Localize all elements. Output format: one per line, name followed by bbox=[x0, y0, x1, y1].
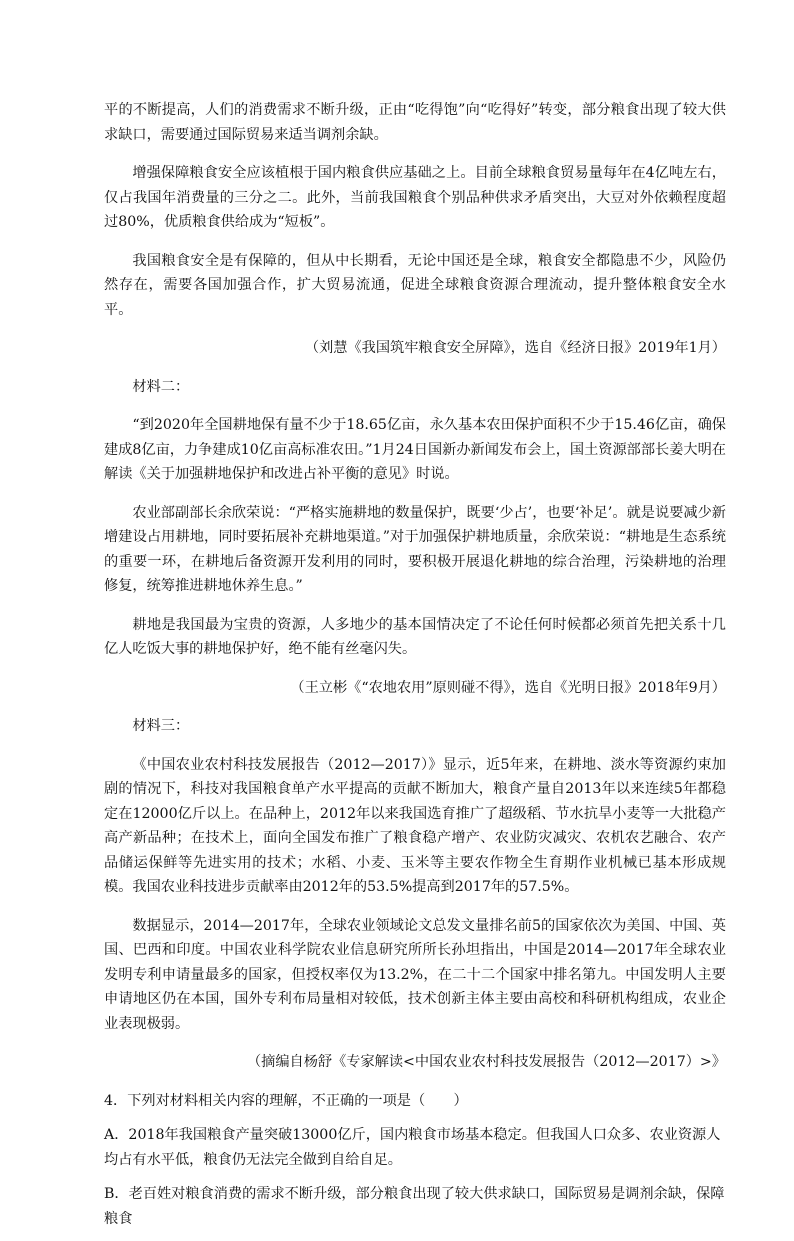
material2-paragraph-3: 耕地是我国最为宝贵的资源，人多地少的基本国情决定了不论任何时候都必须首先把关系十几亿人吃饭大事的耕地保护好，绝不能有丝毫闪失。 bbox=[104, 616, 726, 657]
material1-paragraph-2: 增强保障粮食安全应该植根于国内粮食供应基础之上。目前全球粮食贸易量每年在4亿吨左右，仅占我国年消费量的三分之二。此外，当前我国粮食个别品种供求矛盾突出，大豆对外依赖程度超过80%，优质粮食供给成为“短板”。 bbox=[104, 165, 726, 230]
material3-heading: 材料三： bbox=[132, 718, 190, 734]
material3-paragraph-1: 《中国农业农村科技发展报告（2012—2017）》显示，近5年来，在耕地、淡水等资源约束加剧的情况下，科技对我国粮食单产水平提高的贡献不断加大，粮食产量自2013年以来连续5年都稳定在12000亿斤以上。在品种上，2012年以来我国选育推广了超级稻、节水抗旱小麦等一大批稳产高产新品种；在技术上，面向全国发布推广了粮食稳产增产、农业防灾减灾、农机农艺融合、农产品储运保鲜等先进实用的技术；水稻、小麦、玉米等主要农作物全生育期作业机械已基本形成规模。我国农业科技进步贡献率由2012年的53.5%提高到2017年的57.5%。 bbox=[104, 756, 726, 895]
option-b: B．老百姓对粮食消费的需求不断升级，部分粮食出现了较大供求缺口，国际贸易是调剂余缺，保障粮食 bbox=[104, 1186, 725, 1227]
material1-paragraph-1: 平的不断提高，人们的消费需求不断升级，正由“吃得饱”向“吃得好”转变，部分粮食出现了较大供求缺口，需要通过国际贸易来适当调剂余缺。 bbox=[104, 102, 726, 143]
material3-source: （摘编自杨舒《专家解读<中国农业农村科技发展报告（2012—2017）>》 bbox=[246, 1054, 726, 1070]
document-content bbox=[104, 98, 726, 1241]
material2-paragraph-2: 农业部副部长余欣荣说：“严格实施耕地的数量保护，既要‘少占’，也要‘补足’。就是说要减少新增建设占用耕地，同时要拓展补充耕地渠道。”对于加强保护耕地质量，余欣荣说：“耕地是生态系统的重要一环，在耕地后备资源开发利用的同时，要积极开展退化耕地的综合治理，污染耕地的治理修复，统筹推进耕地休养生息。” bbox=[104, 504, 726, 594]
material3-paragraph-2: 数据显示，2014—2017年，全球农业领域论文总发文量排名前5的国家依次为美国、中国、英国、巴西和印度。中国农业科学院农业信息研究所所长孙坦指出，中国是2014—2017年全球农业发明专利申请量最多的国家，但授权率仅为13.2%，在二十二个国家中排名第九。中国发明人主要申请地区仍在本国，国外专利布局量相对较低，技术创新主体主要由高校和科研机构组成，农业企业表现极弱。 bbox=[104, 917, 726, 1032]
material2-source: （王立彬《“农地农用”原则碰不得》，选自《光明日报》2018年9月） bbox=[290, 679, 726, 696]
question-stem: 4．下列对材料相关内容的理解，不正确的一项是（ ） bbox=[104, 1092, 468, 1109]
option-a: A．2018年我国粮食产量突破13000亿斤，国内粮食市场基本稳定。但我国人口众多、农业资源人均占有水平低，粮食仍无法完全做到自给自足。 bbox=[104, 1127, 721, 1168]
material1-source: （刘慧《我国筑牢粮食安全屏障》，选自《经济日报》2019年1月） bbox=[304, 340, 726, 356]
material2-heading: 材料二： bbox=[132, 378, 190, 395]
material2-paragraph-1: “到2020年全国耕地保有量不少于18.65亿亩，永久基本农田保护面积不少于15.46亿亩，确保建成8亿亩，力争建成10亿亩高标准农田。”1月24日国新办新闻发布会上，国土资源部部长姜大明在解读《关于加强耕地保护和改进占补平衡的意见》时说。 bbox=[104, 417, 726, 482]
material1-paragraph-3: 我国粮食安全是有保障的，但从中长期看，无论中国还是全球，粮食安全都隐患不少，风险仍然存在，需要各国加强合作，扩大贸易流通，促进全球粮食资源合理流动，提升整体粮食安全水平。 bbox=[104, 252, 726, 318]
